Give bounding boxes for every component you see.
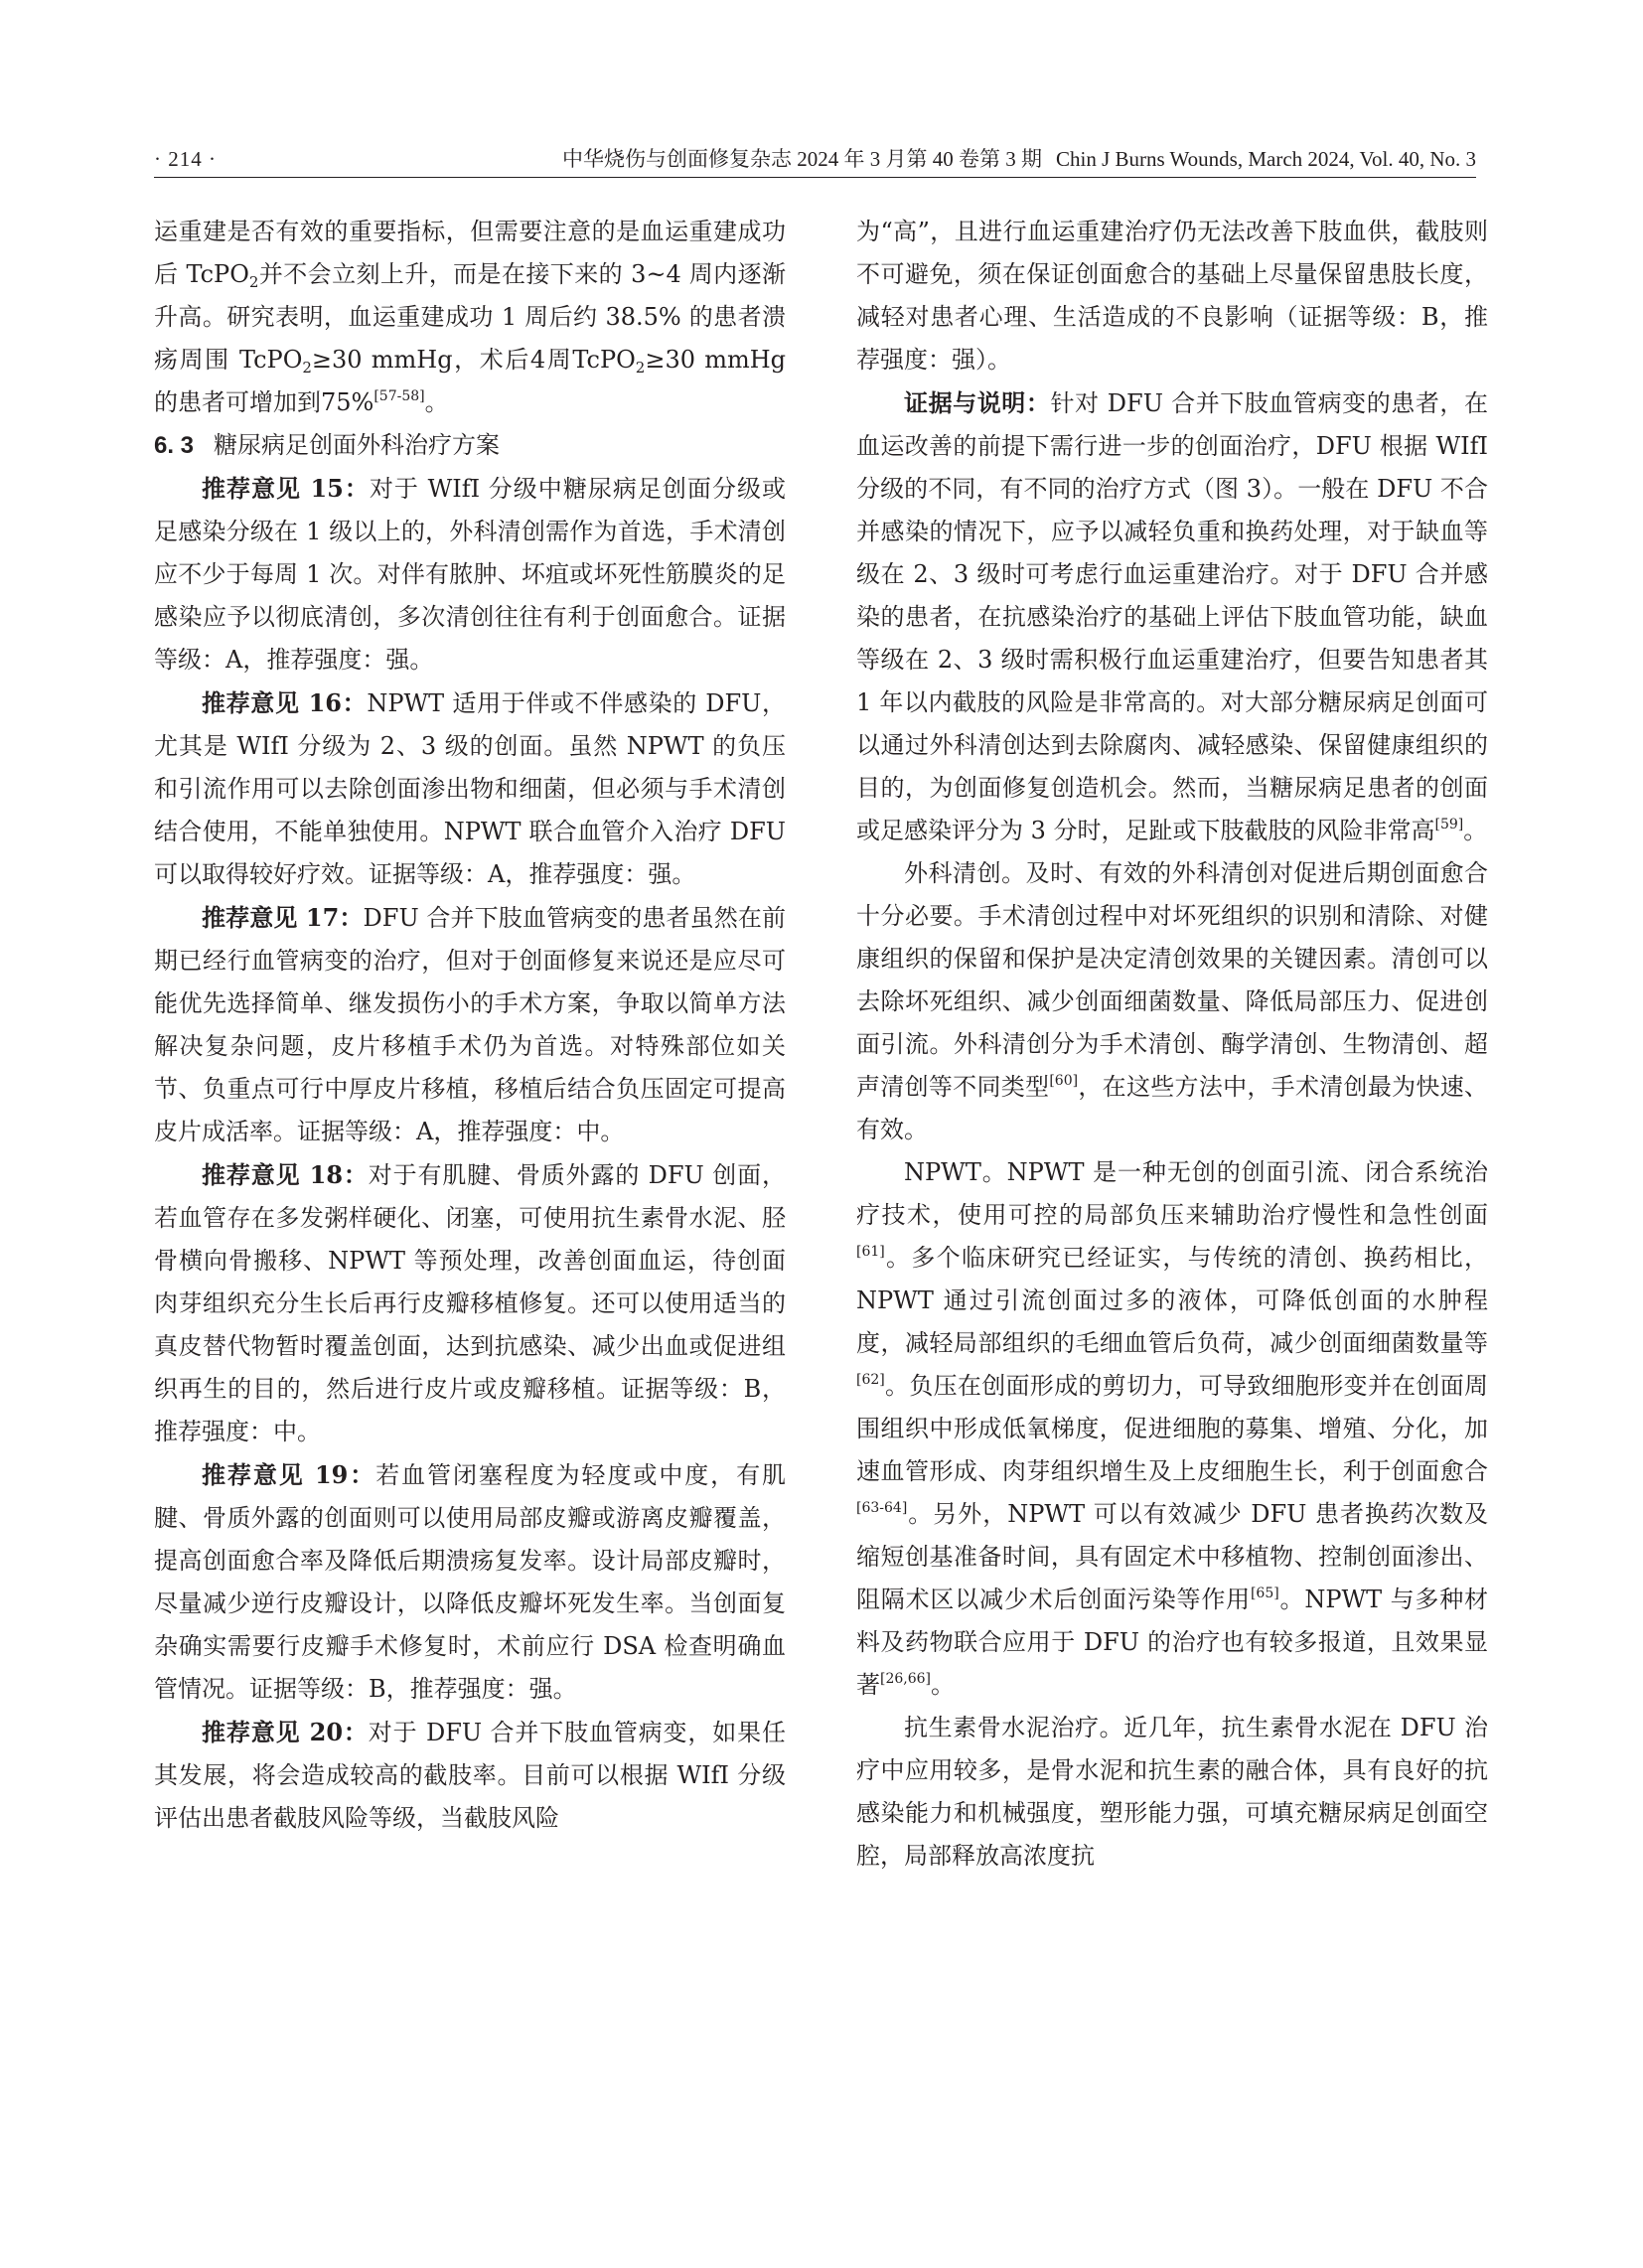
citation: [59]	[1434, 817, 1464, 832]
citation: [57-58]	[373, 388, 425, 404]
journal-title-en: Chin J Burns Wounds, March 2024, Vol. 40, No. 3	[1055, 147, 1476, 171]
recommendation-16: 推荐意见 16：NPWT 适用于伴或不伴感染的 DFU，尤其是 WIfI 分级为 2、3 级的创面。虽然 NPWT 的负压和引流作用可以去除创面渗出物和细菌，但必须与手术清创结合使用，不能单独使用。NPWT 联合血管介入治疗 DFU 可以取得较好疗效。证据等级：A，推荐强度：强。	[154, 688, 787, 888]
evidence-label: 证据与说明：	[904, 388, 1051, 417]
right-column	[856, 211, 1488, 1878]
page-number: · 214 ·	[154, 147, 217, 171]
paragraph-debridement: 外科清创。及时、有效的外科清创对促进后期创面愈合十分必要。手术清创过程中对坏死组织的识别和清除、对健康组织的保留和保护是决定清创效果的关键因素。清创可以去除坏死组织、减少创面细菌数量、降低局部压力、促进创面引流。外科清创分为手术清创、酶学清创、生物清创、超声清创等不同类型[60]，在这些方法中，手术清创最为快速、有效。	[856, 859, 1489, 1143]
section-title: 糖尿病足创面外科治疗方案	[214, 431, 501, 459]
evidence-explanation: 证据与说明：针对 DFU 合并下肢血管病变的患者，在血运改善的前提下需行进一步的创面治疗，DFU 根据 WIfI 分级的不同，有不同的治疗方式（图 3）。一般在 DFU 不合并感染的情况下，应予以减轻负重和换药处理，对于缺血等级在 2、3 级时可考虑行血运重建治疗。对于 DFU 合并感染的患者，在抗感染治疗的基础上评估下肢血管功能，缺血等级在 2、3 级时需积极行血运重建治疗，但要告知患者其 1 年以内截肢的风险是非常高的。对大部分糖尿病足创面可以通过外科清创达到去除腐肉、减轻感染、保留健康组织的目的，为创面修复创造机会。然而，当糖尿病足患者的创面或足感染评分为 3 分时，足趾或下肢截肢的风险非常高[59]。	[856, 388, 1489, 844]
journal-title	[562, 144, 1476, 174]
recommendation-18: 推荐意见 18：对于有肌腱、骨质外露的 DFU 创面，若血管存在多发粥样硬化、闭塞，可使用抗生素骨水泥、胫骨横向骨搬移、NPWT 等预处理，改善创面血运，待创面肉芽组织充分生长后再行皮瓣移植修复。还可以使用适当的真皮替代物暂时覆盖创面，达到抗感染、减少出血或促进组织再生的目的，然后进行皮片或皮瓣移植。证据等级：B，推荐强度：中。	[154, 1160, 786, 1445]
header-rule	[154, 177, 1476, 178]
recommendation-label: 推荐意见 16：	[202, 688, 368, 717]
left-column	[154, 211, 786, 1840]
recommendation-label: 推荐意见 20：	[202, 1718, 369, 1746]
citation: [26,66]	[880, 1671, 932, 1687]
recommendation-15: 推荐意见 15：对于 WIfI 分级中糖尿病足创面分级或足感染分级在 1 级以上的，外科清创需作为首选，手术清创应不少于每周 1 次。对伴有脓肿、坏疽或坏死性筋膜炎的足感染应予以彻底清创，多次清创往往有利于创面愈合。证据等级：A，推荐强度：强。	[154, 474, 786, 674]
section-heading	[154, 424, 786, 467]
recommendation-label: 推荐意见 18：	[202, 1160, 369, 1189]
paragraph-npwt: NPWT。NPWT 是一种无创的创面引流、闭合系统治疗技术，使用可控的局部负压来辅助治疗慢性和急性创面[61]。多个临床研究已经证实，与传统的清创、换药相比，NPWT 通过引流创面过多的液体，可降低创面的水肿程度，减轻局部组织的毛细血管后负荷，减少创面细菌数量等[62]。负压在创面形成的剪切力，可导致细胞形变并在创面周围组织中形成低氧梯度，促进细胞的募集、增殖、分化，加速血管形成、肉芽组织增生及上皮细胞生长，利于创面愈合[63-64]。另外，NPWT 可以有效减少 DFU 患者换药次数及缩短创基准备时间，具有固定术中移植物、控制创面渗出、阻隔术区以减少术后创面污染等作用[65]。NPWT 与多种材料及药物联合应用于 DFU 的治疗也有较多报道，且效果显著[26,66]。	[856, 1158, 1489, 1699]
citation: [63-64]	[856, 1500, 908, 1516]
recommendation-label: 推荐意见 15：	[202, 474, 370, 503]
section-number: 6. 3	[154, 432, 195, 459]
journal-title-cn: 中华烧伤与创面修复杂志 2024 年 3 月第 40 卷第 3 期	[561, 147, 1042, 171]
recommendation-20-continued: 为“高”，且进行血运重建治疗仍无法改善下肢血供，截肢则不可避免，须在保证创面愈合的基础上尽量保留患肢长度，减轻对患者心理、生活造成的不良影响（证据等级：B，推荐强度：强）。	[856, 218, 1488, 374]
recommendation-label: 推荐意见 19：	[202, 1460, 376, 1489]
recommendation-20: 推荐意见 20：对于 DFU 合并下肢血管病变，如果任其发展，将会造成较高的截肢率。目前可以根据 WIfI 分级评估出患者截肢风险等级，当截肢风险	[154, 1718, 786, 1832]
recommendation-label: 推荐意见 17：	[202, 903, 364, 932]
recommendation-19: 推荐意见 19：若血管闭塞程度为轻度或中度，有肌腱、骨质外露的创面则可以使用局部皮瓣或游离皮瓣覆盖，提高创面愈合率及降低后期溃疡复发率。设计局部皮瓣时，尽量减少逆行皮瓣设计，以降低皮瓣坏死发生率。当创面复杂确实需要行皮瓣手术修复时，术前应行 DSA 检查明确血管情况。证据等级：B，推荐强度：强。	[154, 1460, 786, 1703]
citation: [65]	[1250, 1586, 1279, 1601]
citation: [61]	[856, 1244, 885, 1260]
paragraph-antibiotic-bone-cement: 抗生素骨水泥治疗。近几年，抗生素骨水泥在 DFU 治疗中应用较多，是骨水泥和抗生素的融合体，具有良好的抗感染能力和机械强度，塑形能力强，可填充糖尿病足创面空腔，局部释放高浓度抗	[856, 1714, 1488, 1870]
running-header	[154, 144, 1476, 178]
citation: [62]	[856, 1372, 885, 1388]
citation: [60]	[1049, 1073, 1079, 1089]
recommendation-17: 推荐意见 17：DFU 合并下肢血管病变的患者虽然在前期已经行血管病变的治疗，但对于创面修复来说还是应尽可能优先选择简单、继发损伤小的手术方案，争取以简单方法解决复杂问题，皮片移植手术仍为首选。对特殊部位如关节、负重点可行中厚皮片移植，移植后结合负压固定可提高皮片成活率。证据等级：A，推荐强度：中。	[154, 903, 786, 1145]
paragraph-tcpo2: 运重建是否有效的重要指标，但需要注意的是血运重建成功后 TcPO$_2$并不会立刻上升，而是在接下来的 3~4 周内逐渐升高。研究表明，血运重建成功 1 周后约 38.5% 的患者溃疡周围 TcPO$_2$≥30 mmHg，术后4周TcPO$_2$≥30 mmHg的患者可增加到75%[57-58]。	[154, 218, 787, 416]
